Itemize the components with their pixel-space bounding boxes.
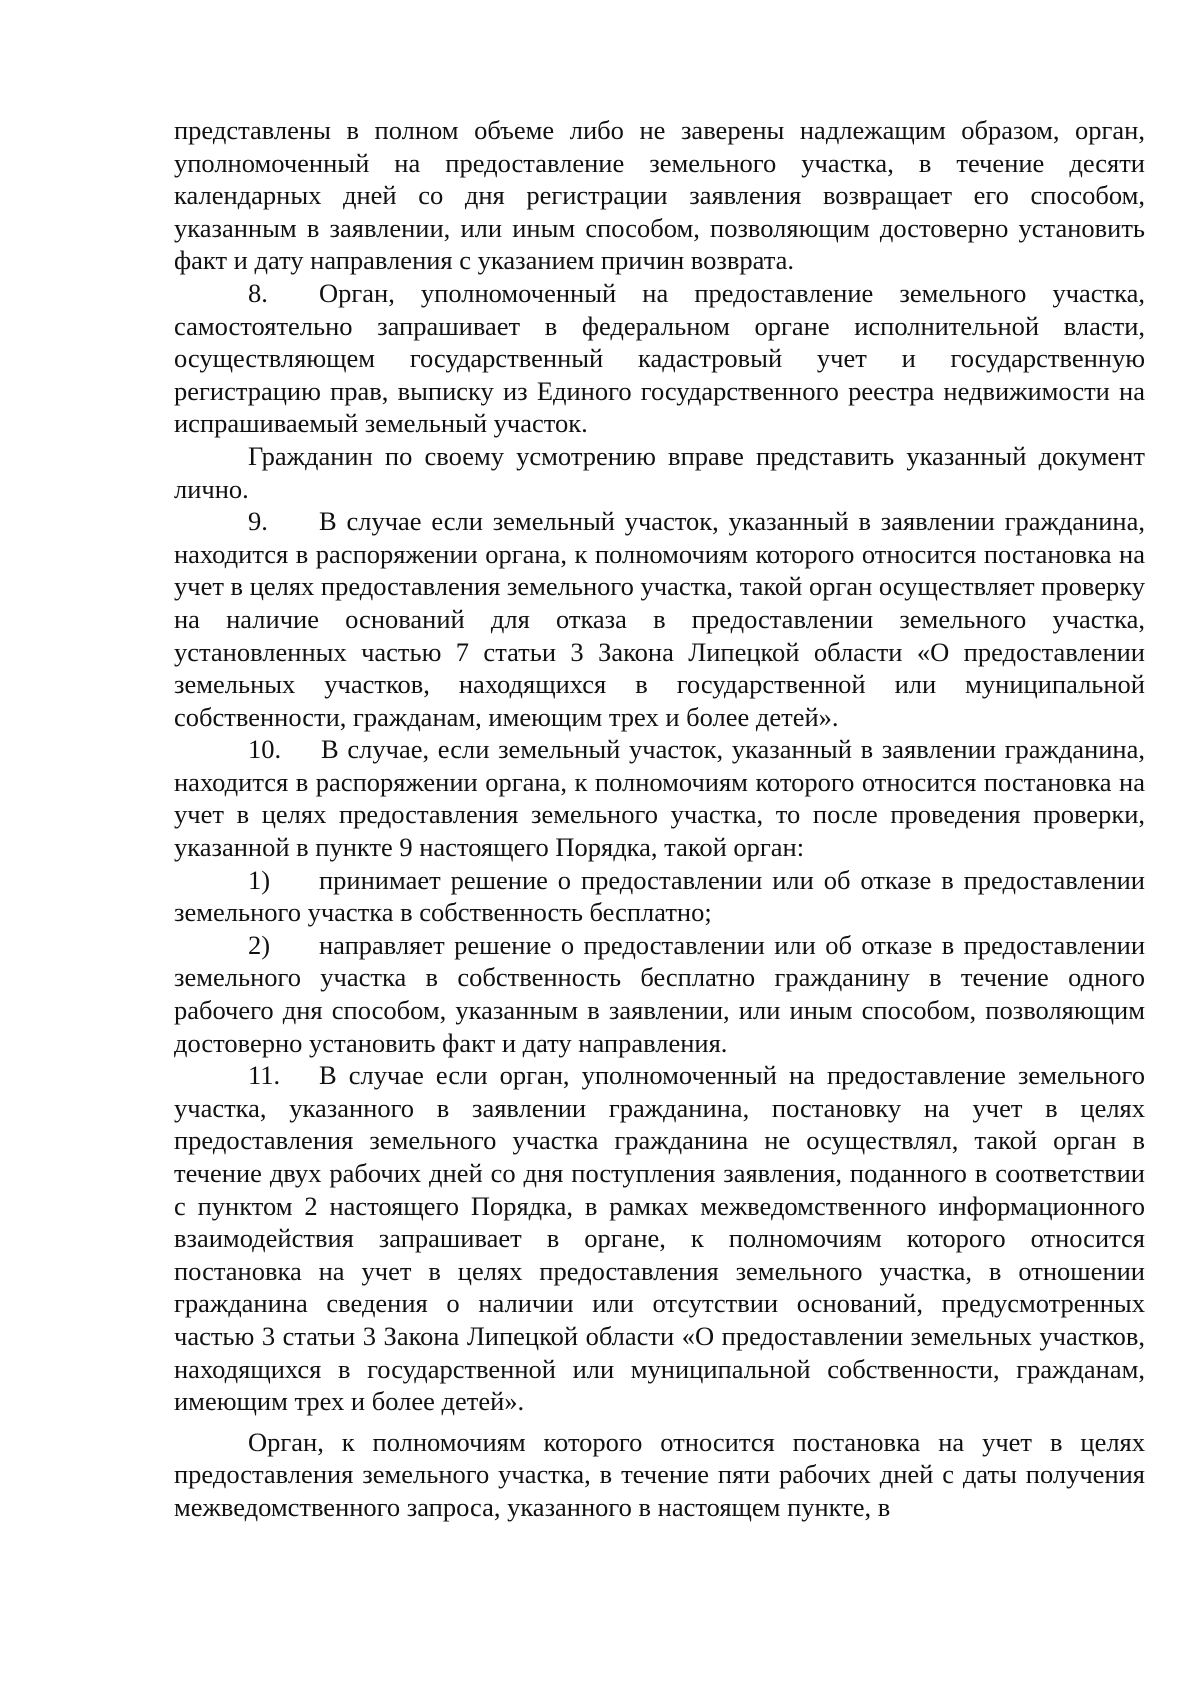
list-item-marker: 2) [248, 929, 271, 960]
paragraph-8 [174, 277, 1145, 440]
paragraph-10 [174, 733, 1145, 863]
paragraph-number: 8. [248, 277, 268, 308]
paragraph-text: В случае, если земельный участок, указанный в заявлении гражданина, находится в распоряжении органа, к полномочиям которого относится постановка на учет в целях предоставления земельного участка, то после проведения проверки, указанной в пункте 9 настоящего Порядка, такой орган: [174, 734, 1145, 863]
paragraph-11 [174, 1059, 1145, 1418]
list-item-10-2 [174, 929, 1145, 1059]
paragraph-number: 10. [248, 734, 282, 765]
paragraph-text: Орган, уполномоченный на предоставление земельного участка, самостоятельно запрашивает в федеральном органе исполнительной власти, осуществляющем государственный кадастровый учет и государственную регистрацию прав, выписку из Единого государственного реестра недвижимости на испрашиваемый земельный участок. [174, 277, 1145, 439]
paragraph-number: 9. [248, 506, 268, 537]
list-item-text: направляет решение о предоставлении или об отказе в предоставлении земельного участка в собственность бесплатно гражданину в течение одного рабочего дня способом, указанным в заявлении, или иным способом, позволяющим достоверно установить факт и дату направления. [174, 929, 1145, 1058]
list-item-10-1 [174, 864, 1145, 929]
paragraph-8-citizen: Гражданин по своему усмотрению вправе представить указанный документ лично. [174, 440, 1145, 504]
paragraph-number: 11. [248, 1060, 281, 1091]
list-item-text: принимает решение о предоставлении или об отказе в предоставлении земельного участка в собственность бесплатно; [174, 864, 1145, 928]
paragraph-text: В случае если земельный участок, указанный в заявлении гражданина, находится в распоряжении органа, к полномочиям которого относится постановка на учет в целях предоставления земельного участка, такой орган осуществляет проверку на наличие оснований для отказа в предоставлении земельного участка, установленных частью 7 статьи 3 Закона Липецкой области «О предоставлении земельных участков, находящихся в государственной или муниципальной собственности, гражданам, имеющим трех и более детей». [174, 506, 1145, 732]
list-item-marker: 1) [248, 864, 271, 895]
paragraph-9 [174, 505, 1145, 733]
paragraph-11-organ: Орган, к полномочиям которого относится постановка на учет в целях предоставления земельного участка, в течение пяти рабочих дней с даты получения межведомственного запроса, указанного в настоящем пункте, в [174, 1426, 1145, 1522]
paragraph-continuation: представлены в полном объеме либо не заверены надлежащим образом, орган, уполномоченный на предоставление земельного участка, в течение десяти календарных дней со дня регистрации заявления возвращает его способом, указанным в заявлении, или иным способом, позволяющим достоверно установить факт и дату направления с указанием причин возврата. [174, 115, 1145, 276]
paragraph-text: В случае если орган, уполномоченный на предоставление земельного участка, указанного в заявлении гражданина, постановку на учет в целях предоставления земельного участка гражданина не осуществлял, такой орган в течение двух рабочих дней со дня поступления заявления, поданного в соответствии с пунктом 2 настоящего Порядка, в рамках межведомственного информационного взаимодействия запрашивает в органе, к полномочиям которого относится постановка на учет в целях предоставления земельного участка, в отношении гражданина сведения о наличии или отсутствии оснований, предусмотренных частью 3 статьи 3 Закона Липецкой области «О предоставлении земельных участков, находящихся в государственной или муниципальной собственности, гражданам, имеющим трех и более детей». [174, 1060, 1145, 1417]
document-page [174, 114, 1145, 1524]
